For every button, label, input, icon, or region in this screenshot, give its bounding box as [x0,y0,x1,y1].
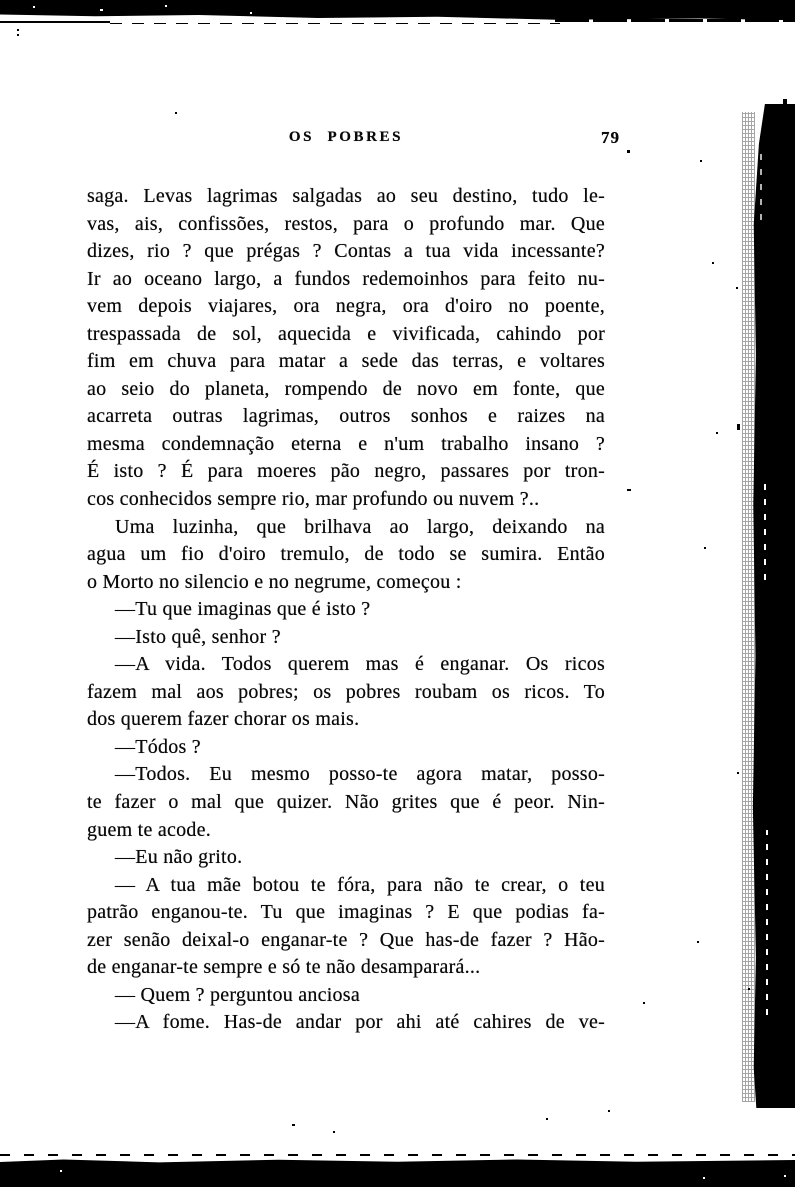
text-line: guem te acode. [87,818,211,841]
scan-streak [0,1154,795,1156]
text-line: patrão enganou-te. Tu que imaginas ? E que podias fa- [87,901,605,924]
scan-noise-band [742,112,755,1102]
text-line: —A fome. Has-de andar por ahi até cahires de ve- [115,1011,605,1034]
text-line: Ir ao oceano largo, a fundos redemoinhos para feito nu- [87,267,605,290]
text-line: dizes, rio ? que prégas ? Contas a tua vida incessante? [87,240,605,263]
text-line: mesma condemnação eterna e n'um trabalho insano ? [87,432,605,455]
scan-white-streak [760,150,762,220]
scan-white-streak [766,830,768,1015]
text-line: agua um fio d'oiro tremulo, de todo se sumira. Então [87,543,605,566]
page-number: 79 [601,128,620,147]
running-header-title: OS POBRES [288,129,404,145]
text-block [87,183,605,1037]
scan-white-streak [764,480,766,580]
text-line: te fazer o mal que quizer. Não grites que é peor. Nin- [87,791,605,814]
text-line: —Isto quê, senhor ? [115,625,281,648]
scan-streak [110,23,560,25]
text-line: zer senão deixal-o enganar-te ? Que has-de fazer ? Hão- [87,928,605,951]
page-header [87,128,620,153]
text-line: saga. Levas lagrimas salgadas ao seu destino, tudo le- [87,185,605,207]
scan-streak [0,21,110,23]
text-line: vem depois viajares, ora negra, ora d'oiro no poente, [87,295,605,318]
text-line: ao seio do planeta, rompendo de novo em fonte, que [87,377,605,400]
right-scan-strip [752,104,795,1108]
text-line: fim em chuva para matar a sede das terras, e voltares [87,350,605,373]
text-line: de enganar-te sempre e só te não desamparará... [87,956,481,979]
text-line: —Eu não grito. [115,846,243,869]
text-line: — Quem ? perguntou anciosa [115,983,360,1006]
text-line: —Todos. Eu mesmo posso-te agora matar, posso- [115,763,605,786]
text-line: — A tua mãe botou te fóra, para não te crear, o teu [115,873,605,896]
text-line: trespassada de sol, aquecida e vivificada, cahindo por [87,322,605,345]
scan-streak [555,19,795,22]
text-line: cos conhecidos sempre rio, mar profundo ou nuvem ?.. [87,488,540,511]
text-line: —A vida. Todos querem mas é enganar. Os ricos [115,653,605,676]
text-line: fazem mal aos pobres; os pobres roubam os ricos. To [87,680,605,703]
text-line: acarreta outras lagrimas, outros sonhos e raizes na [87,405,605,428]
text-line: vas, ais, confissões, restos, para o profundo mar. Que [87,212,605,235]
text-line: o Morto no silencio e no negrume, começou : [87,570,462,593]
text-line: É isto ? É para moeres pão negro, passares por tron- [87,460,605,483]
text-line: —Tu que imaginas que é isto ? [115,598,371,621]
text-line: —Tódos ? [115,735,201,758]
bottom-scan-bar [0,1158,795,1187]
text-line: Uma luzinha, que brilhava ao largo, deixando na [115,515,605,538]
text-line: dos querem fazer chorar os mais. [87,708,360,731]
